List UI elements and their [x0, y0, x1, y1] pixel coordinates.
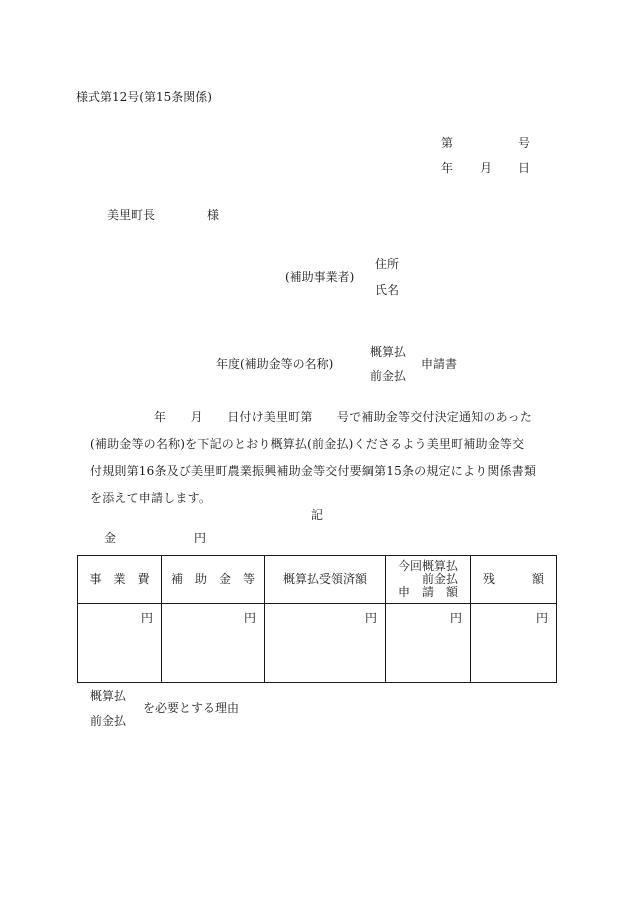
doc-number-dai: 第 [441, 136, 454, 150]
title-option-maekin: 前金払 [370, 369, 407, 383]
date-year: 年 [441, 161, 454, 175]
header-this-time [386, 556, 471, 604]
cell-project-cost[interactable] [78, 604, 162, 683]
header-this-time-stack [398, 560, 458, 599]
body-paragraph [90, 404, 560, 512]
body-line-3: 付規則第16条及び美里町農業振興補助金等交付要綱第15条の規定により関係書類 [90, 464, 537, 478]
applicant-address-label: 住所 [375, 257, 400, 271]
addressee-sama: 様 [207, 208, 220, 222]
header-this-time-line3: 申 請 額 [397, 585, 458, 599]
cell-received[interactable] [265, 604, 386, 683]
unit-yen: 円 [364, 611, 377, 625]
header-received: 概算払受領済額 [265, 556, 386, 604]
title-option-gaisan: 概算払 [370, 345, 407, 359]
body-line-2: (補助金等の名称)を下記のとおり概算払(前金払)くださるよう美里町補助金等交 [90, 437, 525, 451]
reason-option-maekin: 前金払 [90, 714, 127, 728]
title-prefix: 年度(補助金等の名称) [216, 357, 334, 371]
applicant-name-label: 氏名 [375, 283, 400, 297]
application-table [77, 555, 557, 683]
reason-text: を必要とする理由 [143, 701, 240, 715]
table-row [78, 604, 557, 683]
amount-label: 金 [104, 531, 117, 545]
cell-this-time[interactable] [386, 604, 471, 683]
applicant-label: (補助事業者) [285, 270, 355, 284]
table-header-row [78, 556, 557, 604]
header-remaining [471, 556, 557, 604]
unit-yen: 円 [535, 611, 548, 625]
doc-number-go: 号 [518, 136, 531, 150]
body-line-1: 年 月 日付け美里町第 号で補助金等交付決定通知のあった [154, 410, 533, 424]
header-this-time-line1: 今回概算払 [397, 559, 458, 573]
header-this-time-line2: 前金払 [421, 572, 458, 586]
title-suffix: 申請書 [421, 357, 458, 371]
date-day: 日 [518, 161, 531, 175]
cell-remaining[interactable] [471, 604, 557, 683]
header-project-cost: 事 業 費 [78, 556, 162, 604]
date-month: 月 [480, 161, 493, 175]
unit-yen: 円 [140, 611, 153, 625]
ki-heading: 記 [311, 508, 324, 522]
amount-unit: 円 [194, 531, 207, 545]
unit-yen: 円 [449, 611, 462, 625]
body-line-4: を添えて申請します。 [90, 491, 212, 505]
header-remaining-part1: 残 [483, 572, 496, 586]
unit-yen: 円 [243, 611, 256, 625]
form-label: 様式第12号(第15条関係) [76, 90, 212, 104]
header-remaining-wrap [471, 573, 556, 586]
addressee-name: 美里町長 [107, 208, 156, 222]
cell-subsidy[interactable] [162, 604, 265, 683]
header-subsidy: 補 助 金 等 [162, 556, 265, 604]
header-remaining-part2: 額 [531, 572, 544, 586]
reason-option-gaisan: 概算払 [90, 689, 127, 703]
